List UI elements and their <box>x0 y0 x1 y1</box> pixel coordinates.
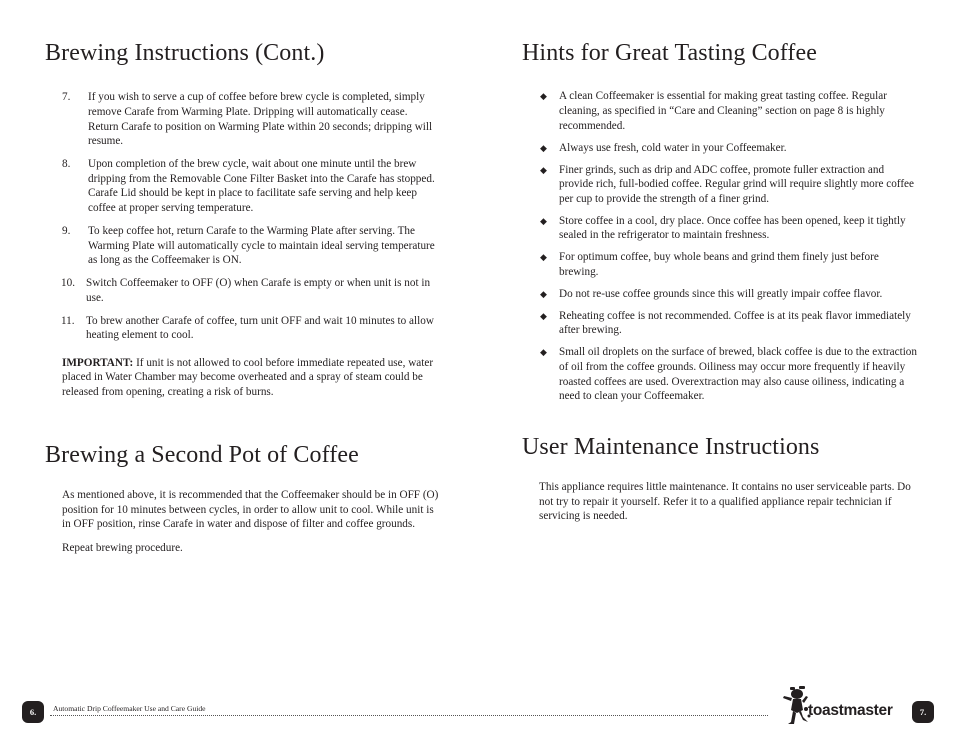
step-number: 9. <box>62 224 71 237</box>
hint-text: Reheating coffee is not recommended. Coffee is at its peak flavor immediately after brewing. <box>559 309 911 337</box>
brand-wordmark: toastmaster <box>808 702 893 719</box>
diamond-bullet-icon: ◆ <box>540 252 547 263</box>
step-text: If you wish to serve a cup of coffee before brew cycle is completed, simply remove Carafe from Warming Plate. Dripping will automatically cease. Return Carafe to position on Warming Plate within 20 seconds; dripping will resume. <box>88 91 433 148</box>
footer-dotted-rule <box>50 715 768 716</box>
diamond-bullet-icon: ◆ <box>540 310 547 321</box>
step-number: 10. <box>61 277 75 290</box>
step-number: 11. <box>61 314 75 327</box>
brewing-step <box>62 224 440 268</box>
page-number-left: 6. <box>22 701 44 723</box>
hint-text: For optimum coffee, buy whole beans and grind them finely just before brewing. <box>559 251 879 278</box>
second-pot-paragraph: Repeat brewing procedure. <box>62 541 183 554</box>
important-text: If unit is not allowed to cool before immediate repeated use, water placed in Water Chamber may become overheated and a spray of steam could be released from opening, creating a risk of burns. <box>62 356 434 399</box>
hint-item <box>540 141 917 156</box>
page-number-right: 7. <box>912 701 934 723</box>
diamond-bullet-icon: ◆ <box>540 164 547 175</box>
hint-text: Finer grinds, such as drip and ADC coffee, promote fuller extraction and provide rich, full-bodied coffee. Regular grind will require slightly more coffee per cup to provide the strength of a finer grind. <box>559 163 914 205</box>
diamond-bullet-icon: ◆ <box>540 347 547 358</box>
hint-item <box>540 214 917 243</box>
hint-text: Store coffee in a cool, dry place. Once coffee has been opened, keep it tightly sealed in the refrigerator to maintain freshness. <box>559 214 906 242</box>
hint-text: Always use fresh, cold water in your Coffeemaker. <box>559 141 787 154</box>
second-pot-title: Brewing a Second Pot of Coffee <box>45 441 359 468</box>
hints-list <box>522 89 917 403</box>
important-warning <box>62 356 440 400</box>
brewing-cont-title: Brewing Instructions (Cont.) <box>45 40 325 66</box>
hint-item <box>540 345 917 403</box>
hints-title: Hints for Great Tasting Coffee <box>522 40 818 66</box>
diamond-bullet-icon: ◆ <box>540 142 547 153</box>
diamond-bullet-icon: ◆ <box>540 288 547 299</box>
hint-item <box>540 250 917 279</box>
guide-title: Automatic Drip Coffeemaker Use and Care Guide <box>53 704 206 713</box>
step-text: To brew another Carafe of coffee, turn unit OFF and wait 10 minutes to allow heating element to cool. <box>86 314 434 342</box>
diamond-bullet-icon: ◆ <box>540 91 547 102</box>
second-pot-body <box>62 488 440 555</box>
brewing-step <box>62 90 440 148</box>
hint-item <box>540 287 917 302</box>
step-text: Upon completion of the brew cycle, wait about one minute until the brew dripping from the Removable Cone Filter Basket into the Carafe has stopped. Carafe Lid should be kept in place to facilitate safe serving and help keep coffee at proper serving temperature. <box>88 158 435 214</box>
right-page-content <box>522 40 917 524</box>
hint-item <box>540 163 917 207</box>
step-number: 8. <box>62 158 71 171</box>
hint-text: Do not re-use coffee grounds since this will greatly impair coffee flavor. <box>559 287 883 300</box>
step-text: To keep coffee hot, return Carafe to the Warming Plate after serving. The Warming Plate will automatically cycle to maintain ideal serving temperature as long as the Coffeemaker is ON. <box>88 224 435 267</box>
hint-item <box>540 309 917 338</box>
hint-text: A clean Coffeemaker is essential for making great tasting coffee. Regular cleaning, as specified in “Care and Cleaning” section on page 8 is highly recommended. <box>559 90 887 132</box>
maintenance-title: User Maintenance Instructions <box>522 433 820 460</box>
hint-item <box>540 89 917 133</box>
second-pot-paragraph: As mentioned above, it is recommended that the Coffeemaker should be in OFF (O) position for 10 minutes between cycles, in order to allow unit to cool. While unit is in OFF position, rinse Carafe in water and dispose of filter and coffee grounds. <box>62 489 439 531</box>
left-page-content <box>45 40 440 564</box>
important-label: IMPORTANT: <box>62 356 134 369</box>
step-text: Switch Coffeemaker to OFF (O) when Carafe is empty or when unit is not in use. <box>86 277 431 304</box>
step-number: 7. <box>62 91 71 104</box>
hint-text: Small oil droplets on the surface of brewed, black coffee is due to the extraction of oil from the coffee grounds. Oiliness may occur more frequently if heavily roasted coffees are used. Overextraction may also cause oiliness, indicating a need to clean your Coffeemaker. <box>559 346 917 403</box>
brewing-steps-list <box>45 90 440 342</box>
brewing-step <box>62 314 440 343</box>
diamond-bullet-icon: ◆ <box>540 215 547 226</box>
brewing-step <box>62 276 440 305</box>
brewing-step <box>62 157 440 215</box>
maintenance-text: This appliance requires little maintenance. It contains no user serviceable parts. Do not try to repair it yourself. Refer it to a qualified appliance repair technician if servicing is needed. <box>539 481 911 523</box>
